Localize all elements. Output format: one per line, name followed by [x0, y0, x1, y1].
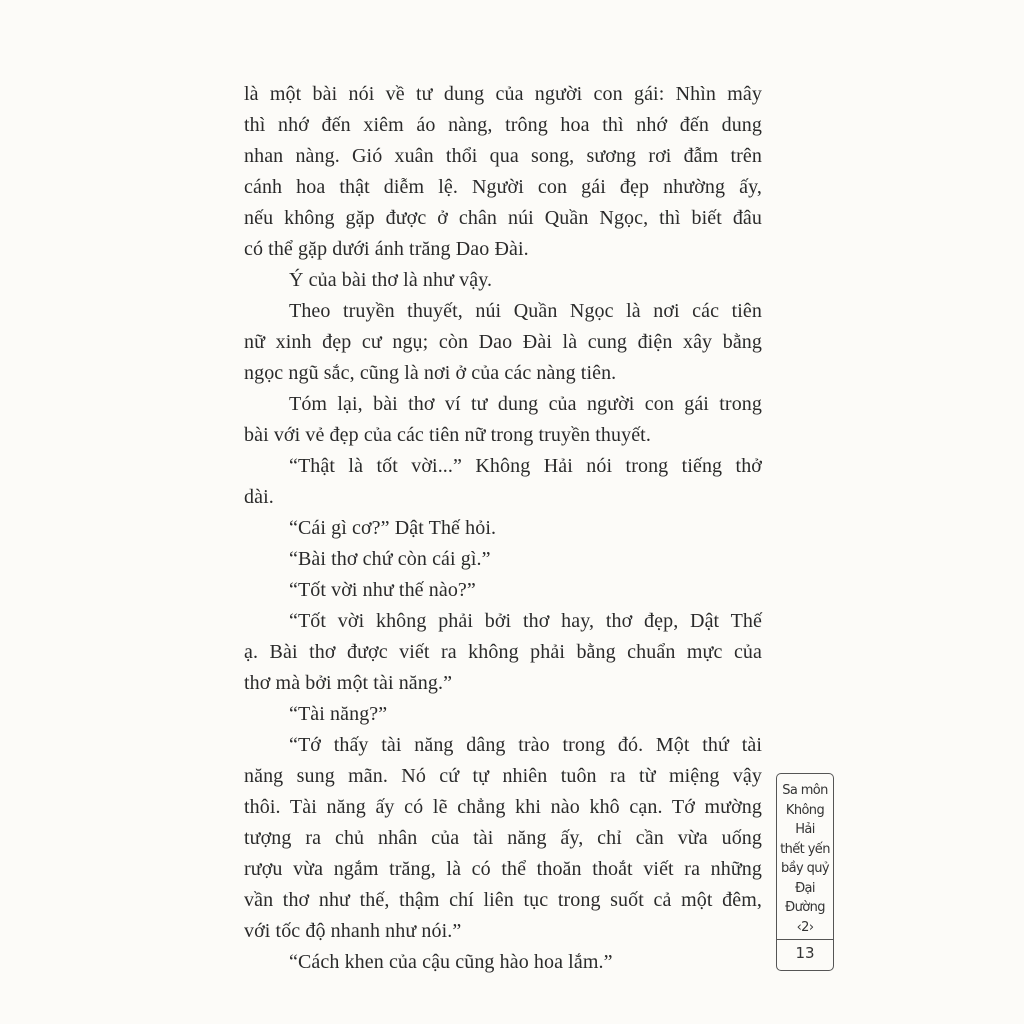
- body-line: thơ mà bởi một tài năng.”: [244, 672, 453, 694]
- page-number: 13: [795, 944, 815, 962]
- body-line: “Cái gì cơ?” Dật Thế hỏi.: [289, 517, 497, 539]
- body-line: năng sung mãn. Nó cứ tự nhiên tuôn ra từ miệng vậy: [244, 765, 762, 787]
- body-line: Theo truyền thuyết, núi Quần Ngọc là nơi các tiên: [289, 300, 762, 322]
- body-line: “Tài năng?”: [289, 703, 388, 725]
- body-line: nếu không gặp được ở chân núi Quần Ngọc, thì biết đâu: [244, 207, 762, 229]
- body-line: là một bài nói về tư dung của người con gái: Nhìn mây: [244, 83, 762, 105]
- body-line: “Tớ thấy tài năng dâng trào trong đó. Một thứ tài: [289, 734, 762, 756]
- body-line: thôi. Tài năng ấy có lẽ chẳng khi nào khô cạn. Tớ mường: [244, 796, 762, 818]
- volume-number: ‹2›: [796, 919, 814, 935]
- body-line: nhan nàng. Gió xuân thổi qua song, sương rơi đẫm trên: [244, 145, 762, 167]
- body-line: với tốc độ nhanh như nói.”: [244, 920, 462, 942]
- body-line: rượu vừa ngắm trăng, là có thể thoăn thoắt viết ra những: [244, 858, 762, 880]
- book-title: [776, 781, 834, 937]
- body-line: “Bài thơ chứ còn cái gì.”: [289, 548, 491, 570]
- body-line: “Tốt vời như thế nào?”: [289, 579, 476, 601]
- body-line: Ý của bài thơ là như vậy.: [289, 269, 493, 291]
- body-line: ạ. Bài thơ được viết ra không phải bằng chuẩn mực của: [244, 641, 762, 663]
- body-line: Tóm lại, bài thơ ví tư dung của người con gái trong: [289, 393, 762, 415]
- body-line: “Cách khen của cậu cũng hào hoa lắm.”: [289, 951, 613, 973]
- body-line: dài.: [244, 486, 274, 508]
- book-title-line: Đại Đường: [785, 880, 825, 915]
- body-line: vần thơ như thế, thậm chí liên tục trong suốt cả một đêm,: [244, 889, 762, 911]
- book-title-line: Sa môn: [782, 783, 828, 798]
- body-line: cánh hoa thật diễm lệ. Người con gái đẹp nhường ấy,: [244, 176, 762, 198]
- book-title-line: Không Hải: [785, 802, 825, 837]
- book-title-line: thết yến: [780, 841, 830, 857]
- body-line: “Thật là tốt vời...” Không Hải nói trong tiếng thở: [289, 455, 762, 477]
- body-line: có thể gặp dưới ánh trăng Dao Đài.: [244, 238, 529, 260]
- body-line: “Tốt vời không phải bởi thơ hay, thơ đẹp, Dật Thế: [289, 610, 762, 632]
- body-line: ngọc ngũ sắc, cũng là nơi ở của các nàng tiên.: [244, 362, 617, 384]
- body-line: nữ xinh đẹp cư ngụ; còn Dao Đài là cung điện xây bằng: [244, 331, 762, 353]
- body-line: thì nhớ đến xiêm áo nàng, trông hoa thì nhớ đến dung: [244, 114, 762, 136]
- book-title-tab: [776, 773, 834, 971]
- book-title-line: bầy quỷ: [780, 861, 830, 876]
- body-line: tượng ra chủ nhân của tài năng ấy, chỉ cần vừa uống: [244, 827, 762, 849]
- body-line: bài với vẻ đẹp của các tiên nữ trong truyền thuyết.: [244, 424, 651, 446]
